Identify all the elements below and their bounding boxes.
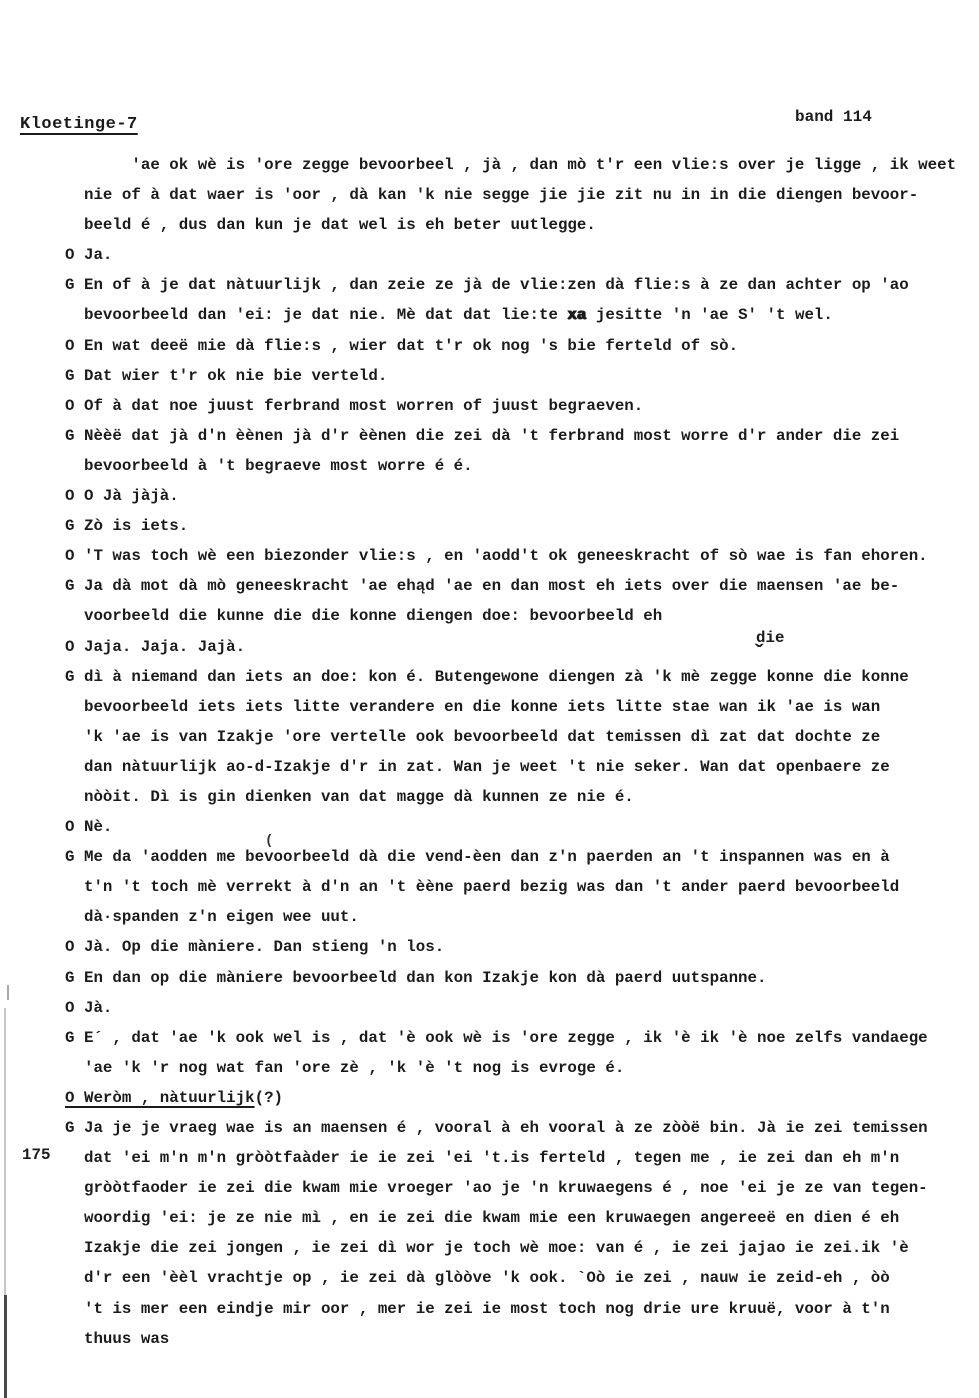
transcript-line: dat 'ei m'n m'n gròòtfaàder ie ie zei 'ei 't.is ferteld , tegen me , ie zei dan eh m'n — [65, 1149, 900, 1168]
transcript-line: O Jà. — [65, 998, 113, 1017]
transcript-line: 'ae ok wè is 'ore zegge bevoorbeel , jà , dan mò t'r een vlie:s over je ligge , ik weet — [65, 156, 957, 174]
transcript-line: O En wat deeë mie dà flie:s , wier dat t'r ok nog 's bie ferteld of sò. — [65, 336, 739, 355]
transcript-line: G Dat wier t'r ok nie bie verteld. — [65, 366, 388, 385]
transcript-text-block — [65, 150, 979, 1354]
transcript-line: G dì à niemand dan iets an doe: kon é. Butengewone diengen zà 'k mè zegge konne die konne — [65, 667, 909, 686]
scan-edge-dash — [7, 985, 9, 1000]
transcript-line: 'k 'ae is van Izakje 'ore vertelle ook bevoorbeeld dat temissen dì zat dat dochte ze — [65, 727, 881, 746]
page-title: Kloetinge-7 — [20, 115, 138, 134]
transcript-line: G E´ , dat 'ae 'k ook wel is , dat 'è ook wè is 'ore zegge , ik 'è ik 'è noe zelfs vandaege — [65, 1028, 928, 1047]
transcript-line: nie of à dat waer is 'oor , dà kan 'k nie segge jie jie zit nu in in die diengen bevoor- — [65, 186, 919, 205]
transcript-line: d'r een 'èèl vrachtje op , ie zei dà glòòve 'k ook. `Oò ie zei , nauw ie zeid-eh , òò — [65, 1269, 890, 1288]
transcript-line: G En dan op die màniere bevoorbeeld dan kon Izakje kon dà paerd uutspanne. — [65, 968, 767, 987]
transcript-line: O 'T was toch wè een biezonder vlie:s , en 'aodd't ok geneeskracht of sò wae is fan ehoren. — [65, 547, 928, 566]
transcript-line: G En of à je dat nàtuurlijk , dan zeie ze jà de vlie:zen dà flie:s à ze dan achter op 'ao — [65, 276, 909, 295]
transcript-line: O Jà. Op die màniere. Dan stieng 'n los. — [65, 938, 445, 957]
band-label: band 114 — [795, 108, 872, 126]
transcript-line: woordig 'ei: je ze nie mì , en ie zei die kwam mie een kruwaegen angereeë en dien é eh — [65, 1209, 900, 1228]
transcript-line: O Ja. — [65, 246, 113, 265]
transcript-line: G Ja dà mot dà mò geneeskracht 'ae ehąd 'ae en dan most eh iets over die maensen 'ae be- — [65, 577, 900, 596]
stray-paren-mark: ( — [265, 833, 274, 849]
transcript-line: G Nèèë dat jà d'n èènen jà d'r èènen die zei dà 't ferbrand most worre d'r ander die zei — [65, 426, 900, 445]
transcript-line: O Nè. — [65, 818, 113, 837]
transcript-line: O O Jà jàjà. — [65, 487, 179, 506]
transcript-line: Izakje die zei jongen , ie zei dì wor je toch wè moe: van é , ie zei jajao ie zei.ik 'è — [65, 1239, 909, 1258]
margin-line-number: 175 — [22, 1146, 51, 1164]
transcript-line: nòòit. Dì is gin dienken van dat magge dà kunnen ze nie é. — [65, 787, 634, 806]
transcript-line: G Me da 'aodden me bevoorbeeld dà die vend-èen dan z'n paerden an 't inspannen was en à — [65, 848, 890, 867]
transcript-line: gròòtfaoder ie zei die kwam mie vroeger 'ao je 'n kruwaegens é , noe 'ei je ze van tegen- — [65, 1179, 928, 1198]
transcript-line: thuus was — [65, 1329, 170, 1348]
transcript-line: dà·spanden z'n eigen wee uut. — [65, 908, 359, 927]
transcript-line: O Jaja. Jaja. Jajà. — [65, 637, 246, 656]
transcript-line: voorbeeld die kunne die die konne diengen doe: bevoorbeeld eh — [65, 607, 663, 626]
transcript-line: O Of à dat noe juust ferbrand most worren of juust begraeven. — [65, 396, 644, 415]
transcript-line: O Weròm , nàtuurlijk(?) — [65, 1088, 284, 1107]
transcript-line: G Ja je je vraeg wae is an maensen é , vooral à eh vooral à ze zòòë bin. Jà ie zei temissen — [65, 1119, 928, 1137]
transcript-line: bevoorbeeld iets iets litte verandere en die konne iets litte stae wan ik 'ae is wan — [65, 697, 881, 716]
transcript-line: beeld é , dus dan kun je dat wel is eh beter uutlegge. — [65, 216, 596, 235]
transcript-line: dan nàtuurlijk ao-d-Izakje d'r in zat. Wan je weet 't nie seker. Wan dat openbaere ze — [65, 757, 890, 776]
transcript-line: 't is mer een eindje mir oor , mer ie zei ie most toch nog drie ure kruuë, voor à t'n — [65, 1299, 890, 1318]
inserted-word-annotation: die — [756, 629, 785, 647]
insertion-caret-mark: ˇ — [752, 642, 767, 669]
scan-edge-artifact-dark — [4, 1295, 7, 1398]
transcript-line: bevoorbeeld dan 'ei: je dat nie. Mè dat dat lie:te xa jesitte 'n 'ae S' 't wel. — [65, 306, 833, 325]
transcript-line: t'n 't toch mè verrekt à d'n an 't èène paerd bezig was dan 't ander paerd bevoorbeeld — [65, 878, 900, 897]
transcript-line: 'ae 'k 'r nog wat fan 'ore zè , 'k 'è 't nog is evroge é. — [65, 1058, 625, 1077]
transcript-line: bevoorbeeld à 't begraeve most worre é é. — [65, 456, 473, 475]
transcript-line: G Zò is iets. — [65, 517, 189, 536]
